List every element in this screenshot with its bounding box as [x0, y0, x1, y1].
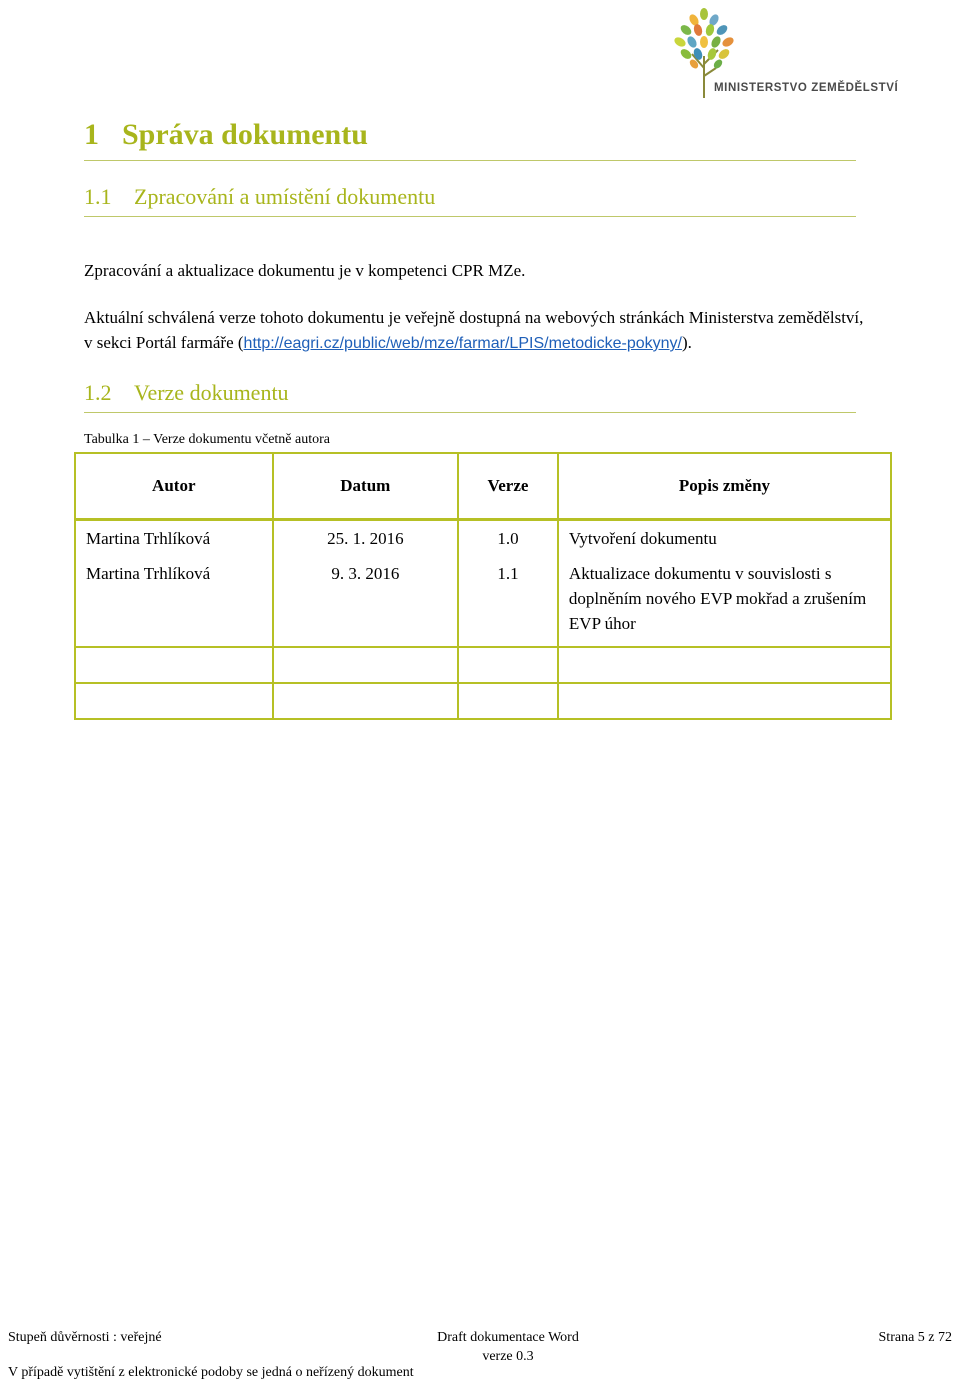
section-1-2-heading: [84, 380, 856, 413]
empty-cell: [75, 647, 273, 683]
empty-cell: [458, 683, 558, 719]
footer-note: V případě vytištění z elektronické podoby se jedná o neřízený dokument: [8, 1365, 414, 1380]
footer-page-number: Strana 5 z 72: [878, 1330, 952, 1345]
empty-cell: [558, 647, 891, 683]
cell-version: 1.0: [458, 520, 558, 557]
section-1-heading: [84, 118, 856, 161]
cell-author: Martina Trhlíková: [75, 520, 273, 557]
metodicke-pokyny-link[interactable]: http://eagri.cz/public/web/mze/farmar/LPIS/metodicke-pokyny/: [243, 335, 682, 352]
footer-version: verze 0.3: [482, 1349, 534, 1364]
paragraph-text-end: ).: [681, 333, 692, 352]
column-header-date: Datum: [273, 453, 459, 520]
section-number: 1: [84, 118, 99, 151]
section-1-1-heading: [84, 184, 856, 217]
table-row-empty: [75, 683, 891, 719]
cell-date: 25. 1. 2016: [273, 520, 459, 557]
empty-cell: [458, 647, 558, 683]
column-header-version: Verze: [458, 453, 558, 520]
empty-cell: [558, 683, 891, 719]
table-row: [75, 520, 891, 557]
section-number: 1.2: [84, 380, 112, 405]
section-title: Verze dokumentu: [134, 380, 289, 405]
cell-description: Vytvoření dokumentu: [558, 520, 891, 557]
ministry-logo: [664, 6, 899, 102]
empty-cell: [75, 683, 273, 719]
footer-doc-type: Draft dokumentace Word: [437, 1330, 579, 1345]
cell-version: 1.1: [458, 556, 558, 647]
table-caption: Tabulka 1 – Verze dokumentu včetně autora: [84, 432, 331, 447]
footer-confidentiality: Stupeň důvěrnosti : veřejné: [8, 1330, 162, 1345]
table-row-empty: [75, 647, 891, 683]
paragraph-competence: Zpracování a aktualizace dokumentu je v kompetenci CPR MZe.: [84, 261, 526, 280]
paragraph-availability: [84, 305, 864, 356]
table-header-row: [75, 453, 891, 520]
column-header-description: Popis změny: [558, 453, 891, 520]
empty-cell: [273, 647, 459, 683]
section-number: 1.1: [84, 184, 112, 209]
version-table: [74, 452, 892, 720]
cell-description: Aktualizace dokumentu v souvislosti s doplněním nového EVP mokřad a zrušením EVP úhor: [558, 556, 891, 647]
cell-author: Martina Trhlíková: [75, 556, 273, 647]
column-header-author: Autor: [75, 453, 273, 520]
section-title: Zpracování a umístění dokumentu: [134, 184, 436, 209]
logo-text: MINISTERSTVO ZEMĚDĚLSTVÍ: [714, 82, 899, 94]
table-row: [75, 556, 891, 647]
cell-date: 9. 3. 2016: [273, 556, 459, 647]
paragraph-text: Aktuální schválená verze tohoto dokumentu je veřejně dostupná na webových stránkách Ministerstva zemědělství, v sekci Portál farmáře (: [84, 308, 864, 352]
empty-cell: [273, 683, 459, 719]
section-title: Správa dokumentu: [122, 118, 368, 151]
